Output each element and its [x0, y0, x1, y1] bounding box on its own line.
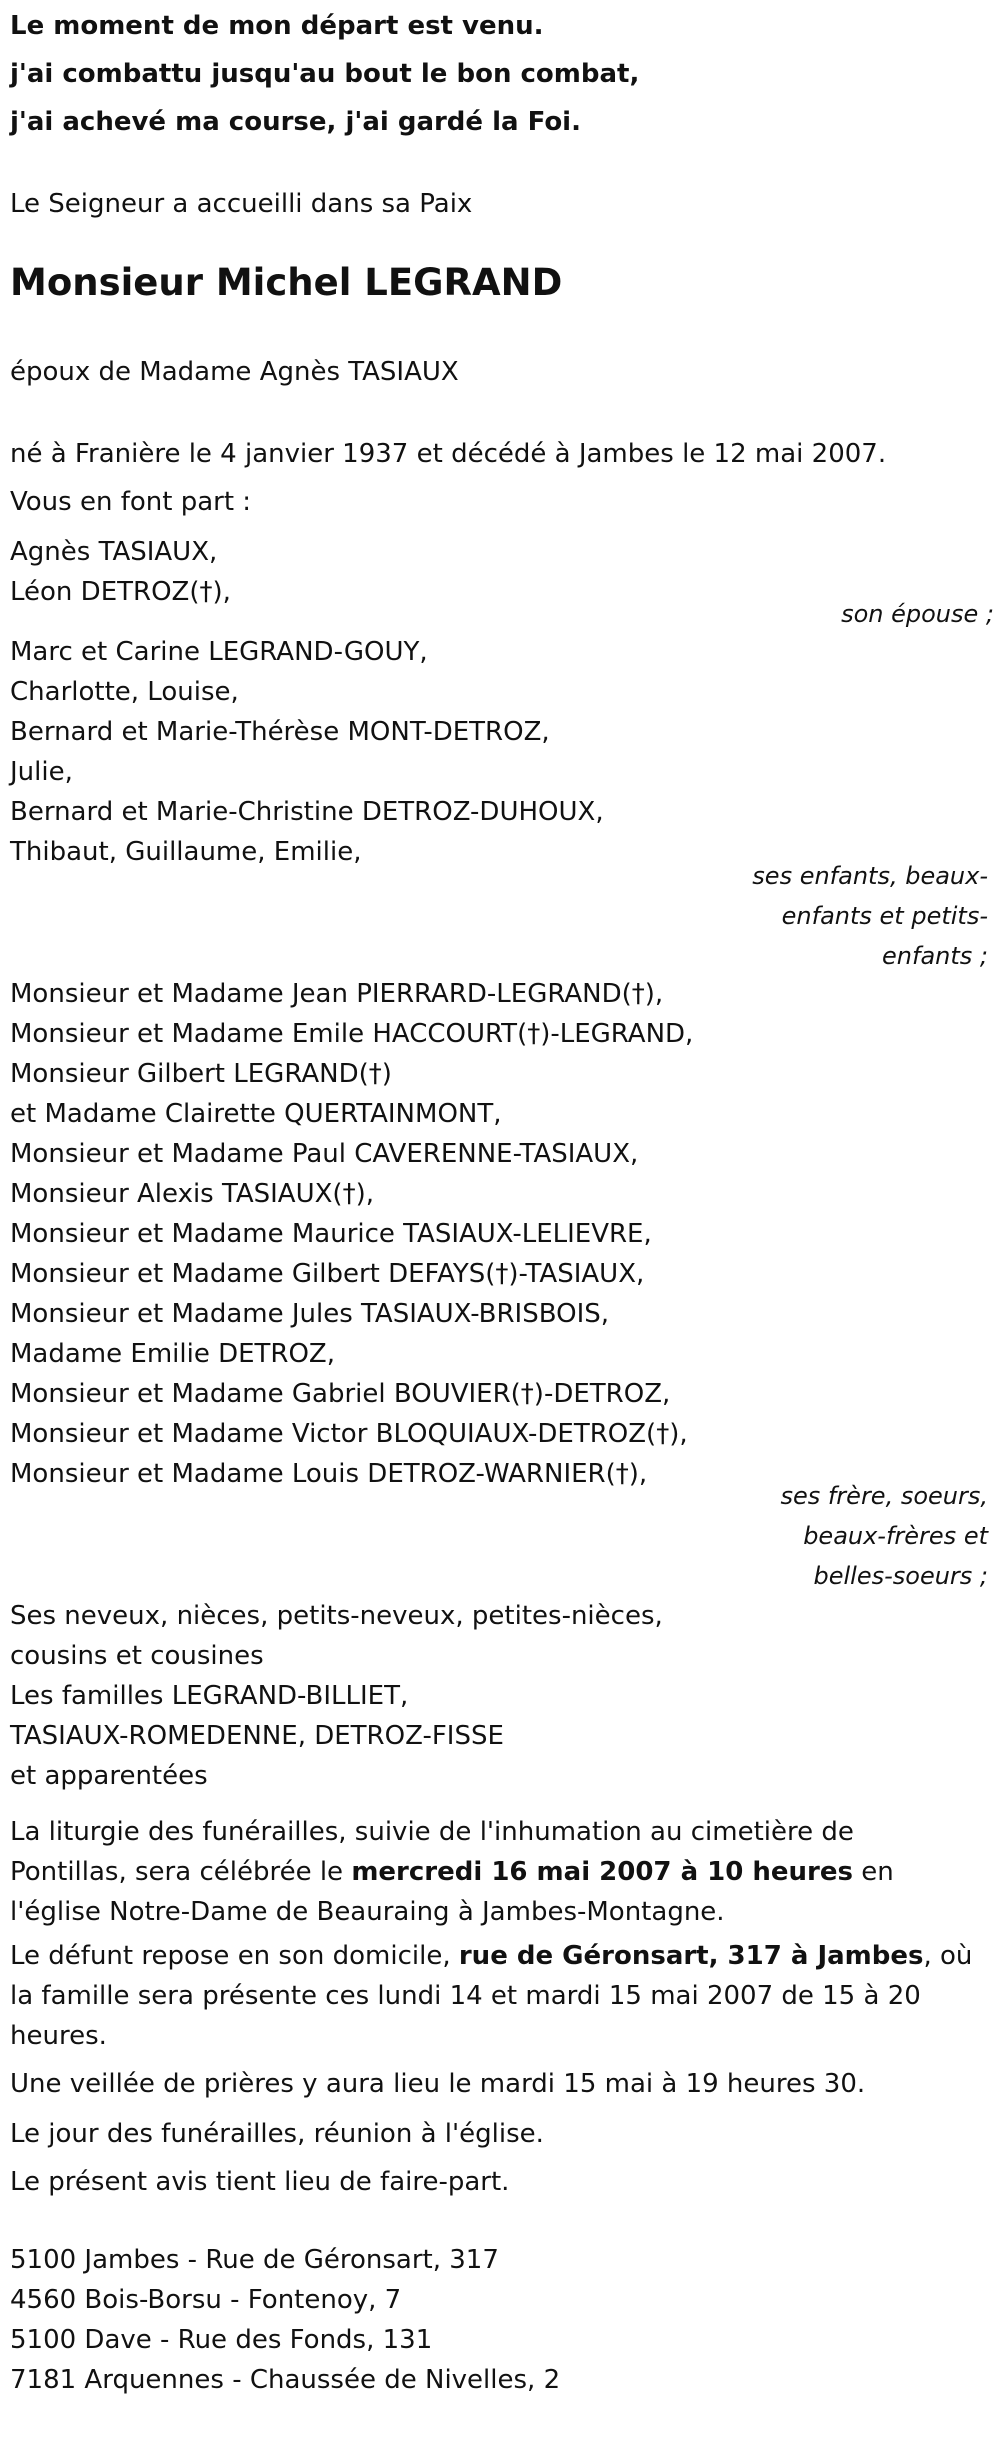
family-line: et apparentées — [10, 1761, 208, 1791]
relation-label: enfants et petits- — [781, 902, 988, 930]
spouse-line: époux de Madame Agnès TASIAUX — [10, 357, 459, 387]
epigraph-line: Le moment de mon départ est venu. — [10, 11, 544, 41]
address-line: 7181 Arquennes - Chaussée de Nivelles, 2 — [10, 2365, 561, 2395]
notice-paragraph: Le présent avis tient lieu de faire-part. — [10, 2167, 510, 2197]
name-line: Madame Emilie DETROZ, — [10, 1339, 336, 1369]
name-line: Monsieur Gilbert LEGRAND(†) — [10, 1059, 392, 1089]
family-group-children — [10, 632, 994, 872]
epigraph-line: j'ai combattu jusqu'au bout le bon combat, — [10, 59, 640, 89]
relation-children — [10, 856, 994, 976]
extended-family — [10, 1596, 663, 1796]
name-line: Marc et Carine LEGRAND-GOUY, — [10, 637, 428, 667]
address-line: 4560 Bois-Borsu - Fontenoy, 7 — [10, 2285, 402, 2315]
funeral-date: mercredi 16 mai 2007 à 10 heures — [351, 1857, 853, 1887]
relation-label: ses enfants, beaux- — [752, 862, 988, 890]
address-line: 5100 Jambes - Rue de Géronsart, 317 — [10, 2245, 499, 2275]
family-line: Ses neveux, nièces, petits-neveux, petites-nièces, — [10, 1601, 663, 1631]
relation-siblings — [10, 1476, 994, 1596]
name-line: Thibaut, Guillaume, Emilie, — [10, 837, 362, 867]
epigraph — [10, 6, 639, 142]
name-line: Monsieur et Madame Jules TASIAUX-BRISBOIS, — [10, 1299, 610, 1329]
name-line: Monsieur et Madame Gilbert DEFAYS(†)-TASIAUX, — [10, 1259, 645, 1289]
name-line: Charlotte, Louise, — [10, 677, 239, 707]
address-line: 5100 Dave - Rue des Fonds, 131 — [10, 2325, 433, 2355]
rest-text: , où la famille sera présente ces lundi 14 et mardi 15 mai 2007 de 15 à 20 heures. — [10, 1941, 973, 2051]
name-line: Monsieur et Madame Paul CAVERENNE-TASIAUX, — [10, 1139, 639, 1169]
name-line: Monsieur et Madame Victor BLOQUIAUX-DETROZ(†), — [10, 1419, 688, 1449]
name-line: Monsieur et Madame Maurice TASIAUX-LELIEVRE, — [10, 1219, 652, 1249]
family-group-siblings — [10, 974, 994, 1494]
relation-label: beaux-frères et — [803, 1522, 988, 1550]
rest-paragraph — [10, 1936, 985, 2056]
name-line: Léon DETROZ(†), — [10, 577, 231, 607]
funeral-text: en l'église Notre-Dame de Beauraing à Jambes-Montagne. — [10, 1857, 894, 1927]
name-line: Bernard et Marie-Christine DETROZ-DUHOUX, — [10, 797, 604, 827]
name-line: et Madame Clairette QUERTAINMONT, — [10, 1099, 502, 1129]
funeral-text: La liturgie des funérailles, suivie de l'inhumation au cimetière de Pontillas, sera célébrée le — [10, 1817, 854, 1887]
vigil-paragraph: Une veillée de prières y aura lieu le mardi 15 mai à 19 heures 30. — [10, 2069, 866, 2099]
name-line: Julie, — [10, 757, 73, 787]
intro-text: Le Seigneur a accueilli dans sa Paix — [10, 189, 473, 219]
family-line: cousins et cousines — [10, 1641, 264, 1671]
rest-text: Le défunt repose en son domicile, — [10, 1941, 459, 1971]
relation-label: ses frère, soeurs, — [780, 1482, 988, 1510]
meeting-paragraph: Le jour des funérailles, réunion à l'église. — [10, 2119, 544, 2149]
name-line: Agnès TASIAUX, — [10, 537, 218, 567]
name-line: Monsieur Alexis TASIAUX(†), — [10, 1179, 374, 1209]
epigraph-line: j'ai achevé ma course, j'ai gardé la Foi. — [10, 107, 581, 137]
name-line: Monsieur et Madame Emile HACCOURT(†)-LEGRAND, — [10, 1019, 694, 1049]
family-line: TASIAUX-ROMEDENNE, DETROZ-FISSE — [10, 1721, 504, 1751]
announce-line: Vous en font part : — [10, 487, 252, 517]
relation-label: son épouse ; — [841, 600, 994, 628]
relation-label: enfants ; — [882, 942, 988, 970]
addresses — [10, 2240, 560, 2400]
deceased-name: Monsieur Michel LEGRAND — [10, 261, 563, 304]
name-line: Monsieur et Madame Jean PIERRARD-LEGRAND(†), — [10, 979, 664, 1009]
birth-death-line: né à Franière le 4 janvier 1937 et décédé à Jambes le 12 mai 2007. — [10, 439, 887, 469]
rest-address: rue de Géronsart, 317 à Jambes — [458, 1941, 924, 1971]
name-line: Bernard et Marie-Thérèse MONT-DETROZ, — [10, 717, 550, 747]
family-line: Les familles LEGRAND-BILLIET, — [10, 1681, 409, 1711]
funeral-paragraph — [10, 1812, 970, 1932]
name-line: Monsieur et Madame Louis DETROZ-WARNIER(†), — [10, 1459, 648, 1489]
relation-label: belles-soeurs ; — [813, 1562, 988, 1590]
name-line: Monsieur et Madame Gabriel BOUVIER(†)-DETROZ, — [10, 1379, 671, 1409]
